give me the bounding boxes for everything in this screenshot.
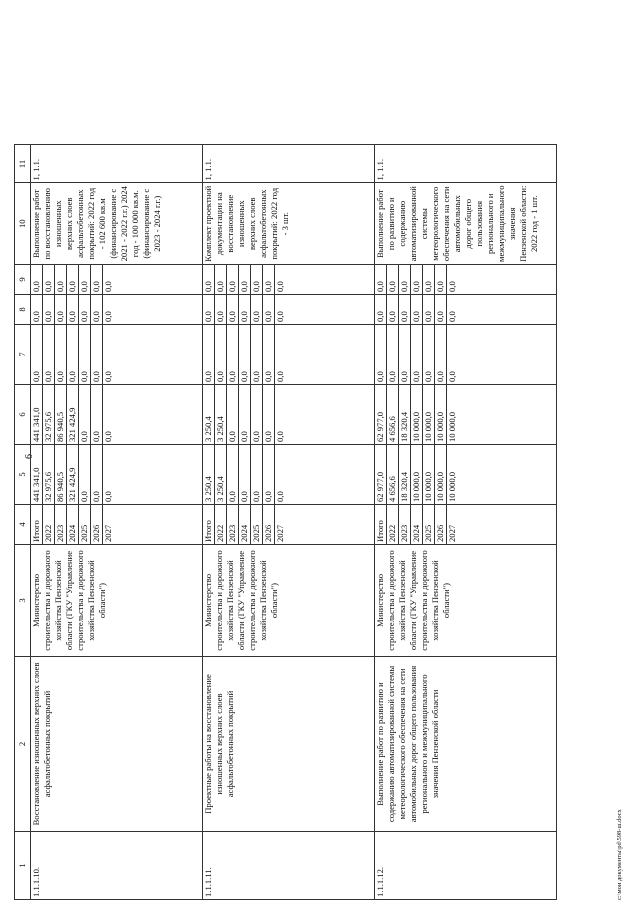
- value-line: 2022: [387, 505, 399, 544]
- row-number: 1.1.1.10.: [31, 832, 203, 900]
- years-list: [375, 505, 557, 545]
- value-line: 0,0: [227, 325, 239, 384]
- value-line: 0,0: [387, 295, 399, 324]
- activity-name: Восстановление изношенных верхних слоев асфальтобетонных покрытий: [31, 657, 203, 832]
- value-line: 0,0: [375, 295, 387, 324]
- value-line: 10 000,0: [447, 411, 457, 442]
- amounts-col7: [203, 325, 375, 385]
- value-line: 0,0: [275, 311, 285, 322]
- amounts-col8: [203, 295, 375, 325]
- value-line: 3 250,4: [215, 385, 227, 444]
- value-line: 10 000,0: [411, 445, 423, 504]
- value-line: 4 656,6: [387, 445, 399, 504]
- value-line: 0,0: [275, 281, 285, 292]
- header-cell: 10: [15, 183, 31, 265]
- value-line: 0,0: [215, 265, 227, 294]
- value-line: 0,0: [263, 445, 275, 504]
- value-line: 0,0: [227, 445, 239, 504]
- header-cell: 2: [15, 657, 31, 832]
- value-line: 0,0: [275, 431, 285, 442]
- table-row: [31, 145, 203, 900]
- value-line: 2026: [263, 505, 275, 544]
- value-line: 2022: [43, 505, 55, 544]
- value-line: 0,0: [67, 325, 79, 384]
- value-line: 0,0: [239, 445, 251, 504]
- value-line: 3 250,4: [203, 445, 215, 504]
- value-line: 2024: [411, 505, 423, 544]
- target-reference: 1, 1.1.: [31, 145, 203, 183]
- value-line: 0,0: [399, 265, 411, 294]
- table-row: [203, 145, 375, 900]
- value-line: 18 320,4: [399, 385, 411, 444]
- value-line: 2023: [55, 505, 67, 544]
- footer-file-path: c:\мои документы\pd\598-ш.docx: [616, 809, 623, 900]
- amounts-col9: [31, 265, 203, 295]
- value-line: 0,0: [203, 325, 215, 384]
- executor: Министерство строительства и дорожного хозяйства Пензенской области (ГКУ "Управление строительства и дорожного хозяйства Пензенской области"): [375, 545, 557, 657]
- value-line: 10 000,0: [435, 445, 447, 504]
- amounts-col6: [375, 385, 557, 445]
- value-line: 0,0: [239, 295, 251, 324]
- value-line: 0,0: [435, 325, 447, 384]
- value-line: 0,0: [251, 295, 263, 324]
- value-line: 0,0: [263, 325, 275, 384]
- value-line: 0,0: [387, 325, 399, 384]
- header-cell: 7: [15, 325, 31, 385]
- value-line: 0,0: [79, 445, 91, 504]
- value-line: 321 424,9: [67, 445, 79, 504]
- header-cell: 11: [15, 145, 31, 183]
- value-line: 0,0: [423, 265, 435, 294]
- value-line: 18 320,4: [399, 445, 411, 504]
- expected-result: Выполнение работ по восстановлению изношенных верхних слоев асфальтобетонных покрытий: 2022 год - 102 600 кв.м (финансирование с 2021 - 2022 г.г.) 2024 год - 100 000 кв.м. (финансирование с 2023 - 2024 г.г.): [31, 183, 203, 265]
- value-line: 2023: [227, 505, 239, 544]
- value-line: 0,0: [275, 371, 285, 382]
- value-line: 2025: [251, 505, 263, 544]
- page-number: 6: [24, 454, 35, 459]
- value-line: 10 000,0: [423, 445, 435, 504]
- value-line: 2024: [239, 505, 251, 544]
- target-reference: 1, 1.1.: [375, 145, 557, 183]
- value-line: 0,0: [435, 295, 447, 324]
- value-line: 86 940,5: [55, 445, 67, 504]
- value-line: 0,0: [43, 325, 55, 384]
- value-line: 0,0: [251, 325, 263, 384]
- expected-result: Комплект проектной документации на восстановление изношенных верхних слоев асфальтобетонных покрытий: 2022 год - 3 шт.: [203, 183, 375, 265]
- value-line: 0,0: [79, 385, 91, 444]
- value-line: 0,0: [411, 295, 423, 324]
- value-line: 0,0: [31, 265, 43, 294]
- value-line: 62 977,0: [375, 385, 387, 444]
- value-line: 0,0: [251, 265, 263, 294]
- value-line: 0,0: [411, 325, 423, 384]
- value-line: Итого: [203, 505, 215, 544]
- value-line: 0,0: [31, 295, 43, 324]
- value-line: 0,0: [43, 265, 55, 294]
- value-line: 0,0: [435, 265, 447, 294]
- header-cell: 5: [15, 445, 31, 505]
- value-line: 0,0: [263, 385, 275, 444]
- value-line: 0,0: [447, 311, 457, 322]
- header-cell: 4: [15, 505, 31, 545]
- value-line: 0,0: [91, 325, 103, 384]
- value-line: 0,0: [387, 265, 399, 294]
- value-line: 3 250,4: [215, 445, 227, 504]
- value-line: 0,0: [239, 325, 251, 384]
- value-line: 0,0: [251, 445, 263, 504]
- amounts-col5: [375, 445, 557, 505]
- value-line: 2027: [447, 524, 457, 542]
- value-line: 2025: [423, 505, 435, 544]
- value-line: 0,0: [375, 265, 387, 294]
- amounts-col9: [375, 265, 557, 295]
- program-activities-table: [14, 144, 557, 900]
- amounts-col6: [31, 385, 203, 445]
- value-line: 0,0: [91, 385, 103, 444]
- value-line: 0,0: [67, 295, 79, 324]
- value-line: 0,0: [203, 295, 215, 324]
- activity-name: Выполнение работ по развитию и содержанию автоматизированной системы метеорологического обеспечения на сети автомобильных дорог общего пользования регионального и межмуниципального значения Пензенской области: [375, 657, 557, 832]
- row-number: 1.1.1.12.: [375, 832, 557, 900]
- value-line: 0,0: [31, 325, 43, 384]
- value-line: 86 940,5: [55, 385, 67, 444]
- value-line: 0,0: [399, 325, 411, 384]
- value-line: 0,0: [251, 385, 263, 444]
- value-line: 4 656,6: [387, 385, 399, 444]
- value-line: 321 424,9: [67, 385, 79, 444]
- value-line: 10 000,0: [411, 385, 423, 444]
- table-row: [375, 145, 557, 900]
- value-line: 0,0: [423, 295, 435, 324]
- amounts-col5: [203, 445, 375, 505]
- value-line: 2023: [399, 505, 411, 544]
- expected-result: Выполнение работ по развитию и содержанию автоматизированной системы метеорологического обеспечения на сети автомобильных дорог общего пользования регионального и межмуниципального значения Пензенской области: 2022 год - 1 шт.: [375, 183, 557, 265]
- amounts-col7: [375, 325, 557, 385]
- value-line: 2026: [91, 505, 103, 544]
- value-line: 0,0: [423, 325, 435, 384]
- amounts-col8: [31, 295, 203, 325]
- value-line: 0,0: [263, 265, 275, 294]
- value-line: 0,0: [447, 371, 457, 382]
- value-line: 0,0: [79, 325, 91, 384]
- value-line: 2027: [103, 524, 113, 542]
- value-line: 0,0: [103, 311, 113, 322]
- value-line: 0,0: [91, 445, 103, 504]
- executor: Министерство строительства и дорожного хозяйства Пензенской области (ГКУ "Управление строительства и дорожного хозяйства Пензенской области"): [203, 545, 375, 657]
- amounts-col5: [31, 445, 203, 505]
- header-row: [15, 145, 31, 900]
- value-line: Итого: [31, 505, 43, 544]
- value-line: 0,0: [227, 295, 239, 324]
- value-line: 0,0: [91, 295, 103, 324]
- value-line: 0,0: [399, 295, 411, 324]
- header-cell: 9: [15, 265, 31, 295]
- value-line: 0,0: [239, 385, 251, 444]
- years-list: [203, 505, 375, 545]
- value-line: 0,0: [239, 265, 251, 294]
- amounts-col7: [31, 325, 203, 385]
- value-line: 32 975,6: [43, 385, 55, 444]
- value-line: 2024: [67, 505, 79, 544]
- value-line: 0,0: [215, 325, 227, 384]
- value-line: 62 977,0: [375, 445, 387, 504]
- years-list: [31, 505, 203, 545]
- value-line: 0,0: [55, 325, 67, 384]
- value-line: 3 250,4: [203, 385, 215, 444]
- amounts-col8: [375, 295, 557, 325]
- value-line: 0,0: [411, 265, 423, 294]
- value-line: 0,0: [263, 295, 275, 324]
- activity-name: Проектные работы на восстановление изношенных верхних слоев асфальтобетонных покрытий: [203, 657, 375, 832]
- value-line: 2027: [275, 524, 285, 542]
- value-line: 0,0: [91, 265, 103, 294]
- amounts-col6: [203, 385, 375, 445]
- value-line: 441 341,0: [31, 445, 43, 504]
- value-line: 0,0: [227, 385, 239, 444]
- header-cell: 1: [15, 832, 31, 900]
- value-line: 0,0: [43, 295, 55, 324]
- value-line: 0,0: [447, 281, 457, 292]
- amounts-col9: [203, 265, 375, 295]
- value-line: 0,0: [103, 281, 113, 292]
- value-line: 0,0: [67, 265, 79, 294]
- row-number: 1.1.1.11.: [203, 832, 375, 900]
- value-line: 0,0: [203, 265, 215, 294]
- value-line: 2022: [215, 505, 227, 544]
- value-line: Итого: [375, 505, 387, 544]
- value-line: 0,0: [55, 295, 67, 324]
- value-line: 2026: [435, 505, 447, 544]
- value-line: 0,0: [375, 325, 387, 384]
- header-cell: 8: [15, 295, 31, 325]
- target-reference: 1, 1.1.: [203, 145, 375, 183]
- value-line: 10 000,0: [447, 471, 457, 502]
- value-line: 0,0: [103, 491, 113, 502]
- value-line: 0,0: [227, 265, 239, 294]
- value-line: 441 341,0: [31, 385, 43, 444]
- value-line: 10 000,0: [435, 385, 447, 444]
- value-line: 0,0: [79, 265, 91, 294]
- value-line: 10 000,0: [423, 385, 435, 444]
- header-cell: 6: [15, 385, 31, 445]
- header-cell: 3: [15, 545, 31, 657]
- value-line: 0,0: [55, 265, 67, 294]
- value-line: 0,0: [275, 491, 285, 502]
- value-line: 0,0: [103, 431, 113, 442]
- value-line: 0,0: [103, 371, 113, 382]
- value-line: 32 975,6: [43, 445, 55, 504]
- executor: Министерство строительства и дорожного хозяйства Пензенской области (ГКУ "Управление строительства и дорожного хозяйства Пензенской области"): [31, 545, 203, 657]
- value-line: 0,0: [79, 295, 91, 324]
- value-line: 0,0: [215, 295, 227, 324]
- value-line: 2025: [79, 505, 91, 544]
